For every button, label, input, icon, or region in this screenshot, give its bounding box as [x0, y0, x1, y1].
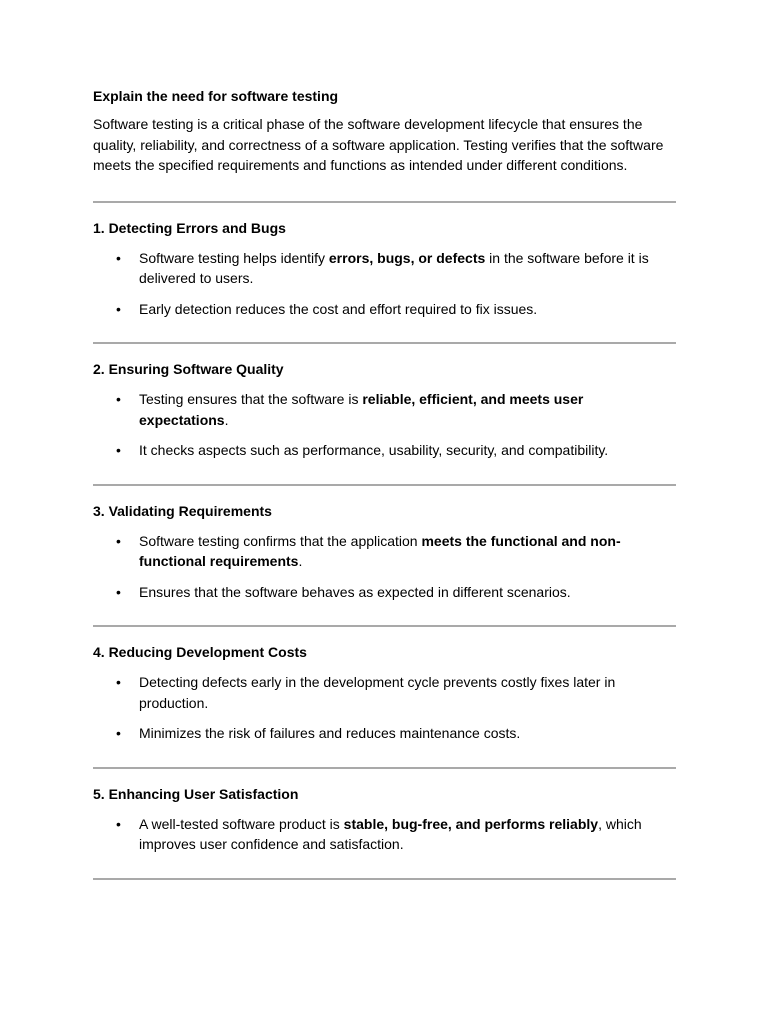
bullet-text-bold: stable, bug-free, and performs reliably: [343, 815, 599, 832]
bullet-list: [93, 814, 676, 855]
list-item: [93, 582, 676, 603]
bullet-icon: •: [116, 674, 121, 690]
list-item: [93, 248, 676, 289]
list-item: [93, 299, 676, 320]
section-title: 5. Enhancing User Satisfaction: [93, 785, 299, 802]
section-title: 2. Ensuring Software Quality: [93, 361, 284, 377]
section-ensuring-quality: [93, 344, 676, 484]
bullet-icon: •: [116, 249, 121, 266]
list-item: [93, 440, 676, 461]
bullet-text-pre: A well-tested software product is: [139, 815, 344, 832]
list-item: [93, 814, 676, 855]
list-item: [93, 723, 676, 744]
list-item: [93, 672, 676, 713]
list-item: [93, 389, 676, 430]
section-reducing-costs: [93, 627, 676, 767]
section-detecting-errors: [93, 203, 676, 343]
bullet-text-pre: Early detection reduces the cost and effort required to fix issues.: [139, 300, 538, 317]
section-title: 4. Reducing Development Costs: [93, 644, 307, 660]
document-title: Explain the need for software testing: [93, 88, 339, 104]
intro-paragraph: Software testing is a critical phase of the software development lifecycle that ensures the quality, reliability, and correctness of a software application. Testing verifies that the software meets the specified requirements and functions as intended under different conditions.: [93, 116, 664, 173]
bullet-icon: •: [116, 583, 121, 600]
bullet-text-bold: errors, bugs, or defects: [328, 249, 486, 266]
bullet-icon: •: [116, 391, 121, 407]
section-validating-requirements: [93, 486, 676, 626]
list-item: [93, 531, 676, 572]
bullet-text-post: in the software before it is delivered to users.: [139, 249, 649, 286]
bullet-icon: •: [116, 300, 121, 317]
bullet-text-post: .: [224, 411, 229, 428]
bullet-text-bold: meets the functional and non-functional requirements: [139, 532, 621, 569]
bullet-icon: •: [116, 532, 121, 549]
bullet-icon: •: [116, 725, 121, 741]
section-user-satisfaction: [93, 769, 676, 878]
bullet-text-pre: It checks aspects such as performance, usability, security, and compatibility.: [139, 442, 609, 458]
bullet-list: [93, 672, 676, 744]
bullet-list: [93, 248, 676, 320]
bullet-text-post: .: [298, 553, 303, 569]
bullet-icon: •: [116, 815, 121, 832]
bullet-text-bold: reliable, efficient, and meets user expectations: [139, 391, 584, 428]
bullet-text-pre: Ensures that the software behaves as expected in different scenarios.: [139, 583, 571, 600]
section-title: 3. Validating Requirements: [93, 502, 272, 519]
bullet-text-pre: Detecting defects early in the development cycle prevents costly fixes later in production.: [139, 674, 616, 711]
bullet-list: [93, 389, 676, 461]
bullet-text-pre: Software testing helps identify: [139, 249, 329, 266]
bullet-list: [93, 531, 676, 603]
bullet-text-pre: Testing ensures that the software is: [139, 391, 363, 407]
bullet-text-pre: Software testing confirms that the application: [139, 532, 422, 549]
bullet-text-post: , which improves user confidence and satisfaction.: [139, 815, 642, 852]
bullet-text-pre: Minimizes the risk of failures and reduces maintenance costs.: [139, 725, 521, 741]
bullet-icon: •: [116, 442, 121, 458]
section-divider: [93, 878, 676, 880]
section-title: 1. Detecting Errors and Bugs: [93, 219, 286, 236]
